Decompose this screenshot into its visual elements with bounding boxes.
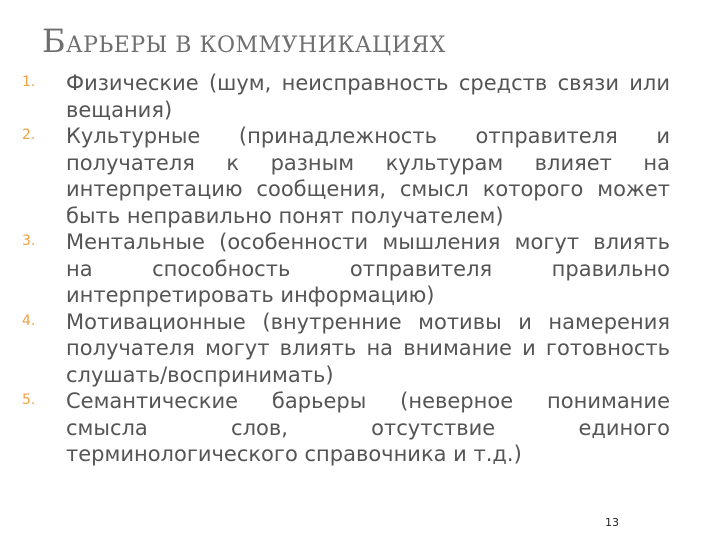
list-item-text: Семантические барьеры (неверное понимание смысла слов, отсутствие единого терминологического справочника и т.д.)	[66, 389, 670, 466]
slide-title-rest: АРЬЕРЫ В КОММУНИКАЦИЯХ	[66, 33, 446, 58]
list-item	[0, 123, 670, 229]
list-item	[0, 70, 670, 123]
list-item-text: Культурные (принадлежность отправителя и получателя к разным культурам влияет на интерпретацию сообщения, смысл которого может быть неправильно понят получателем)	[66, 124, 670, 228]
list-item-text: Ментальные (особенности мышления могут влиять на способность отправителя правильно интерпретировать информацию)	[66, 230, 670, 307]
list-item-text: Мотивационные (внутренние мотивы и намерения получателя могут влиять на внимание и готовность слушать/воспринимать)	[66, 309, 670, 387]
page-number: 13	[605, 516, 619, 529]
barriers-list	[0, 70, 720, 468]
list-item-number: 3.	[22, 233, 36, 249]
list-item-number: 5.	[22, 392, 36, 408]
slide-title	[42, 22, 682, 62]
list-item-text: Физические (шум, неисправность средств связи или вещания)	[66, 71, 670, 122]
list-item	[0, 229, 670, 309]
list-item	[0, 388, 670, 468]
list-item-number: 4.	[22, 312, 36, 329]
list-item-number: 1.	[22, 74, 36, 90]
list-item-number: 2.	[22, 127, 36, 143]
list-item	[0, 309, 670, 389]
slide-title-initial: Б	[42, 22, 67, 60]
